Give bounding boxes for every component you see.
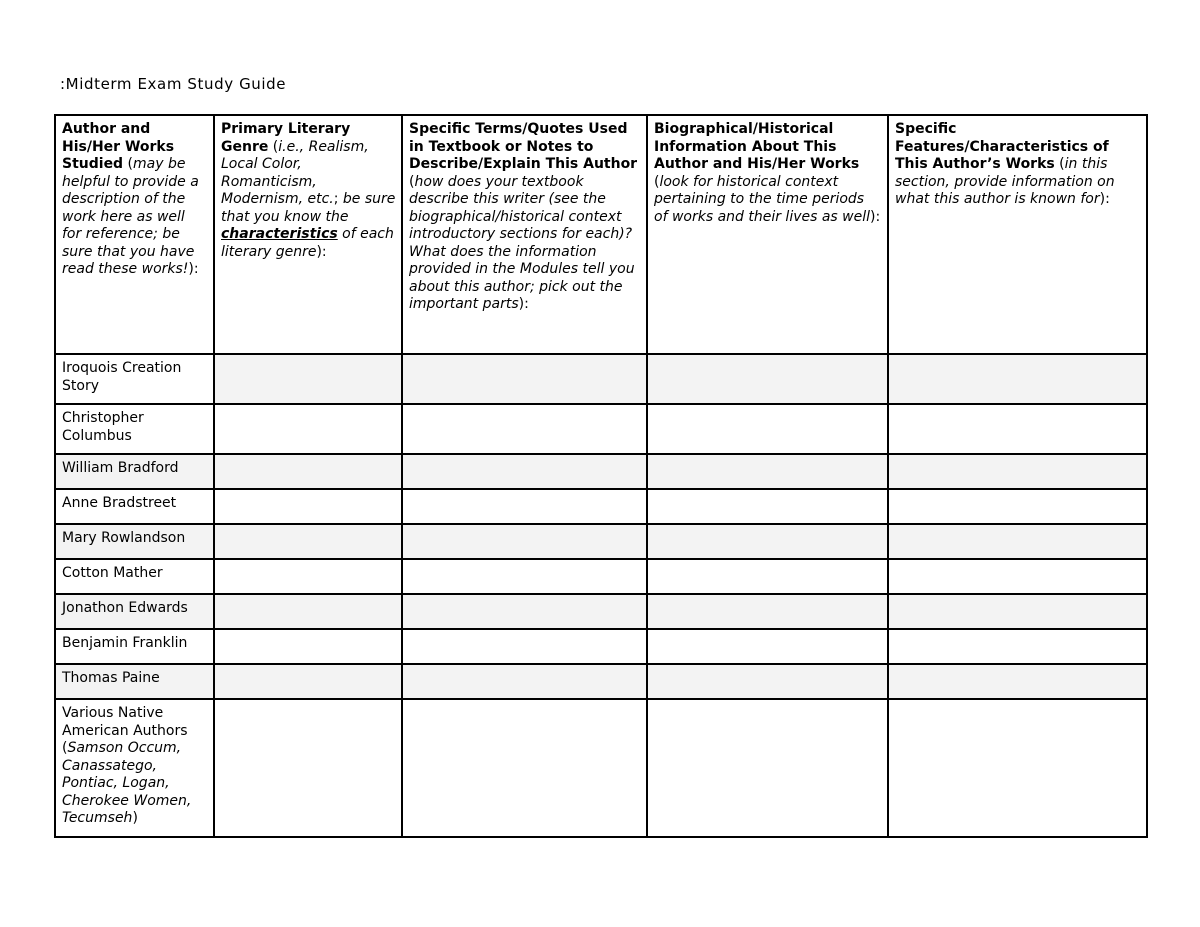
features-cell[interactable] — [888, 489, 1147, 524]
terms-cell[interactable] — [402, 559, 647, 594]
table-row — [55, 454, 1147, 489]
genre-cell[interactable] — [214, 664, 402, 699]
genre-cell[interactable] — [214, 559, 402, 594]
genre-cell[interactable] — [214, 594, 402, 629]
terms-cell[interactable] — [402, 404, 647, 454]
author-cell: Cotton Mather — [55, 559, 214, 594]
terms-cell[interactable] — [402, 489, 647, 524]
terms-cell[interactable] — [402, 524, 647, 559]
author-cell: Iroquois Creation Story — [55, 354, 214, 404]
features-cell[interactable] — [888, 454, 1147, 489]
features-cell[interactable] — [888, 629, 1147, 664]
table-row — [55, 664, 1147, 699]
features-cell[interactable] — [888, 524, 1147, 559]
author-cell: Christopher Columbus — [55, 404, 214, 454]
terms-cell[interactable] — [402, 629, 647, 664]
author-cell: Various Native American Authors (Samson Occum, Canassatego, Pontiac, Logan, Cherokee Women, Tecumseh) — [55, 699, 214, 837]
features-cell[interactable] — [888, 664, 1147, 699]
terms-cell[interactable] — [402, 594, 647, 629]
table-row — [55, 559, 1147, 594]
terms-cell[interactable] — [402, 664, 647, 699]
author-cell: Benjamin Franklin — [55, 629, 214, 664]
bio-cell[interactable] — [647, 699, 888, 837]
bio-cell[interactable] — [647, 404, 888, 454]
author-cell: Jonathon Edwards — [55, 594, 214, 629]
header-row — [55, 115, 1147, 354]
header-author-works: Author and His/Her Works Studied (may be helpful to provide a description of the work here as well for reference; be sure that you have read these works!): — [55, 115, 214, 354]
document-title: :Midterm Exam Study Guide — [60, 75, 287, 93]
author-cell: William Bradford — [55, 454, 214, 489]
header-terms-quotes: Specific Terms/Quotes Used in Textbook or Notes to Describe/Explain This Author (how does your textbook describe this writer (see the biographical/historical context introductory sections for each)? What does the information provided in the Modules tell you about this author; pick out the important parts): — [402, 115, 647, 354]
author-cell: Thomas Paine — [55, 664, 214, 699]
genre-cell[interactable] — [214, 404, 402, 454]
bio-cell[interactable] — [647, 489, 888, 524]
genre-cell[interactable] — [214, 699, 402, 837]
table-row — [55, 524, 1147, 559]
table-row — [55, 489, 1147, 524]
bio-cell[interactable] — [647, 559, 888, 594]
features-cell[interactable] — [888, 354, 1147, 404]
bio-cell[interactable] — [647, 594, 888, 629]
author-cell: Anne Bradstreet — [55, 489, 214, 524]
features-cell[interactable] — [888, 699, 1147, 837]
study-guide-table — [54, 114, 1148, 838]
bio-cell[interactable] — [647, 354, 888, 404]
header-features: Specific Features/Characteristics of This Author’s Works (in this section, provide information on what this author is known for): — [888, 115, 1147, 354]
terms-cell[interactable] — [402, 454, 647, 489]
terms-cell[interactable] — [402, 354, 647, 404]
genre-cell[interactable] — [214, 489, 402, 524]
features-cell[interactable] — [888, 404, 1147, 454]
bio-cell[interactable] — [647, 454, 888, 489]
features-cell[interactable] — [888, 594, 1147, 629]
features-cell[interactable] — [888, 559, 1147, 594]
genre-cell[interactable] — [214, 354, 402, 404]
table-row — [55, 629, 1147, 664]
table-row — [55, 404, 1147, 454]
header-literary-genre: Primary Literary Genre (i.e., Realism, Local Color, Romanticism, Modernism, etc.; be sure that you know the characteristics of each literary genre): — [214, 115, 402, 354]
author-cell: Mary Rowlandson — [55, 524, 214, 559]
table-row — [55, 354, 1147, 404]
table-row — [55, 699, 1147, 837]
header-biographical-info: Biographical/Historical Information About This Author and His/Her Works (look for historical context pertaining to the time periods of works and their lives as well): — [647, 115, 888, 354]
bio-cell[interactable] — [647, 629, 888, 664]
bio-cell[interactable] — [647, 524, 888, 559]
bio-cell[interactable] — [647, 664, 888, 699]
genre-cell[interactable] — [214, 629, 402, 664]
terms-cell[interactable] — [402, 699, 647, 837]
genre-cell[interactable] — [214, 524, 402, 559]
genre-cell[interactable] — [214, 454, 402, 489]
table-row — [55, 594, 1147, 629]
